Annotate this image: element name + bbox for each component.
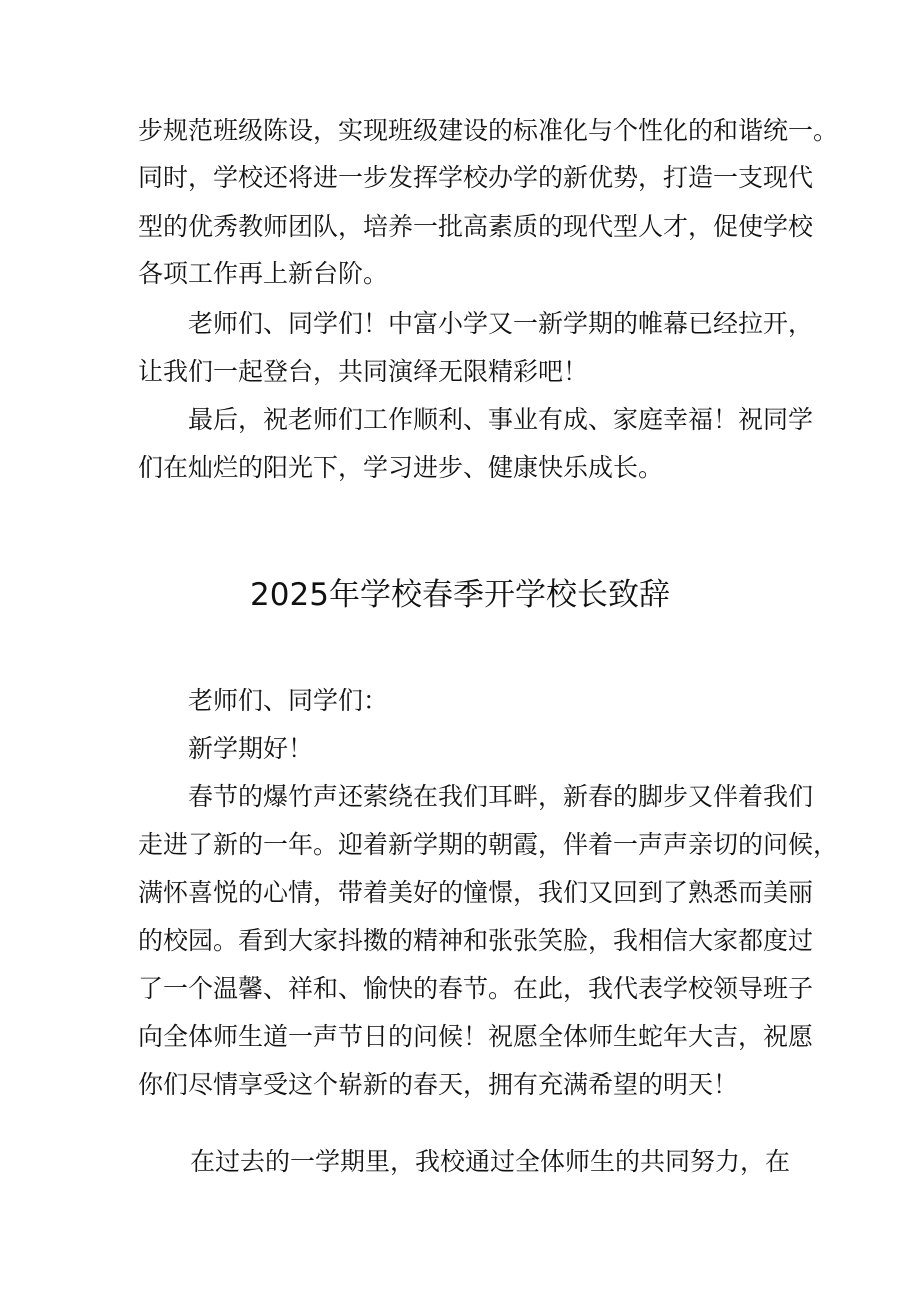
greeting: 新学期好！ xyxy=(188,734,314,763)
text-line: 老师们、同学们！中富小学又一新学期的帷幕已经拉开， xyxy=(188,309,814,338)
text-line: 向全体师生道一声节日的问候！祝愿全体师生蛇年大吉，祝愿 xyxy=(138,1022,814,1051)
text-line: 最后，祝老师们工作顺利、事业有成、家庭幸福！祝同学 xyxy=(188,405,814,434)
text-line: 你们尽情享受这个崭新的春天，拥有充满希望的明天！ xyxy=(138,1070,739,1099)
text-line: 步规范班级陈设，实现班级建设的标准化与个性化的和谐统一。 xyxy=(138,116,839,145)
salutation: 老师们、同学们： xyxy=(188,686,389,715)
text-line: 在过去的一学期里，我校通过全体师生的共同努力，在 xyxy=(190,1147,791,1176)
speech-title: 2025年学校春季开学校长致辞 xyxy=(250,577,670,613)
text-line: 各项工作再上新台阶。 xyxy=(138,259,389,288)
text-line: 让我们一起登台，共同演绎无限精彩吧！ xyxy=(138,357,589,386)
text-line: 型的优秀教师团队，培养一批高素质的现代型人才，促使学校 xyxy=(138,212,814,241)
text-line: 的校园。看到大家抖擞的精神和张张笑脸，我相信大家都度过 xyxy=(138,926,814,955)
text-line: 走进了新的一年。迎着新学期的朝霞，伴着一声声亲切的问候， xyxy=(138,830,839,859)
text-line: 满怀喜悦的心情，带着美好的憧憬，我们又回到了熟悉而美丽 xyxy=(138,878,814,907)
text-line: 春节的爆竹声还萦绕在我们耳畔，新春的脚步又伴着我们 xyxy=(188,782,814,811)
text-line: 同时，学校还将进一步发挥学校办学的新优势，打造一支现代 xyxy=(138,163,814,192)
text-line: 们在灿烂的阳光下，学习进步、健康快乐成长。 xyxy=(138,453,664,482)
text-line: 了一个温馨、祥和、愉快的春节。在此，我代表学校领导班子 xyxy=(138,974,814,1003)
